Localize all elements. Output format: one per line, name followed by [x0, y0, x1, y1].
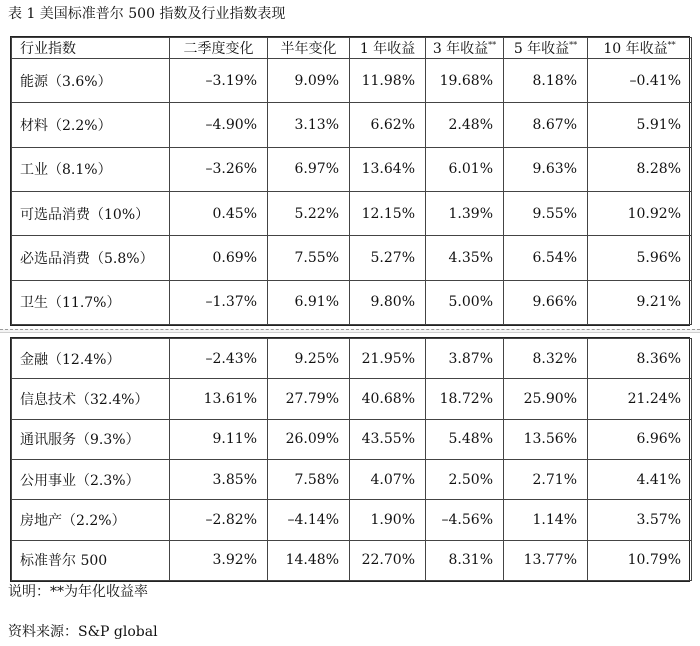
table-row: [12, 103, 692, 147]
1y-return-cell: 43.55%: [350, 419, 426, 459]
table-caption: 表 1 美国标准普尔 500 指数及行业指数表现: [8, 6, 286, 22]
table-row: [12, 540, 692, 580]
header-3y-return: 3 年收益**: [426, 38, 504, 59]
page-break: [0, 329, 700, 333]
sector-name-cell: 通讯服务（9.3%）: [12, 419, 170, 459]
5y-return-cell: 13.77%: [504, 540, 588, 580]
3y-return-cell: –4.56%: [426, 500, 504, 540]
1y-return-cell: 1.90%: [350, 500, 426, 540]
q2-change-cell: –1.37%: [170, 280, 268, 324]
q2-change-cell: 0.45%: [170, 191, 268, 235]
half-year-change-cell: 7.58%: [268, 459, 350, 499]
10y-return-cell: 9.21%: [588, 280, 692, 324]
sector-name-cell: 金融（12.4%）: [12, 339, 170, 379]
half-year-change-cell: –4.14%: [268, 500, 350, 540]
10y-return-cell: 5.96%: [588, 236, 692, 280]
1y-return-cell: 4.07%: [350, 459, 426, 499]
table-row: [12, 339, 692, 379]
3y-return-cell: 2.50%: [426, 459, 504, 499]
table-row: [12, 500, 692, 540]
half-year-change-cell: 6.97%: [268, 147, 350, 191]
table-row: [12, 379, 692, 419]
sector-name-cell: 卫生（11.7%）: [12, 280, 170, 324]
q2-change-cell: 13.61%: [170, 379, 268, 419]
3y-return-cell: 1.39%: [426, 191, 504, 235]
1y-return-cell: 22.70%: [350, 540, 426, 580]
5y-return-cell: 8.18%: [504, 59, 588, 103]
half-year-change-cell: 5.22%: [268, 191, 350, 235]
sector-name-cell: 材料（2.2%）: [12, 103, 170, 147]
10y-return-cell: –0.41%: [588, 59, 692, 103]
table-row: [12, 459, 692, 499]
sector-table-part-2: [10, 337, 690, 582]
5y-return-cell: 9.63%: [504, 147, 588, 191]
header-sector: 行业指数: [12, 38, 170, 59]
half-year-change-cell: 27.79%: [268, 379, 350, 419]
5y-return-cell: 25.90%: [504, 379, 588, 419]
3y-return-cell: 3.87%: [426, 339, 504, 379]
annualized-mark: **: [667, 40, 676, 50]
half-year-change-cell: 9.09%: [268, 59, 350, 103]
10y-return-cell: 8.36%: [588, 339, 692, 379]
1y-return-cell: 6.62%: [350, 103, 426, 147]
half-year-change-cell: 26.09%: [268, 419, 350, 459]
5y-return-cell: 2.71%: [504, 459, 588, 499]
10y-return-cell: 21.24%: [588, 379, 692, 419]
header-half-year-change: 半年变化: [268, 38, 350, 59]
annualized-mark: **: [488, 40, 497, 50]
table-note: 说明：**为年化收益率: [8, 584, 148, 600]
half-year-change-cell: 7.55%: [268, 236, 350, 280]
sector-name-cell: 能源（3.6%）: [12, 59, 170, 103]
header-q2-change: 二季度变化: [170, 38, 268, 59]
3y-return-cell: 2.48%: [426, 103, 504, 147]
table-row: [12, 59, 692, 103]
10y-return-cell: 10.92%: [588, 191, 692, 235]
3y-return-cell: 5.00%: [426, 280, 504, 324]
q2-change-cell: –3.26%: [170, 147, 268, 191]
sector-name-cell: 必选品消费（5.8%）: [12, 236, 170, 280]
3y-return-cell: 8.31%: [426, 540, 504, 580]
table-row: [12, 280, 692, 324]
sector-name-cell: 可选品消费（10%）: [12, 191, 170, 235]
1y-return-cell: 13.64%: [350, 147, 426, 191]
half-year-change-cell: 14.48%: [268, 540, 350, 580]
1y-return-cell: 40.68%: [350, 379, 426, 419]
header-10y-return: 10 年收益**: [588, 38, 692, 59]
3y-return-cell: 4.35%: [426, 236, 504, 280]
5y-return-cell: 9.55%: [504, 191, 588, 235]
5y-return-cell: 8.67%: [504, 103, 588, 147]
table-row: [12, 147, 692, 191]
q2-change-cell: 0.69%: [170, 236, 268, 280]
1y-return-cell: 21.95%: [350, 339, 426, 379]
5y-return-cell: 6.54%: [504, 236, 588, 280]
sector-name-cell: 标准普尔 500: [12, 540, 170, 580]
q2-change-cell: –4.90%: [170, 103, 268, 147]
1y-return-cell: 9.80%: [350, 280, 426, 324]
header-5y-return: 5 年收益**: [504, 38, 588, 59]
1y-return-cell: 12.15%: [350, 191, 426, 235]
q2-change-cell: 3.92%: [170, 540, 268, 580]
3y-return-cell: 18.72%: [426, 379, 504, 419]
table-row: [12, 236, 692, 280]
annualized-mark: **: [569, 40, 578, 50]
table-row: [12, 419, 692, 459]
3y-return-cell: 6.01%: [426, 147, 504, 191]
sector-name-cell: 信息技术（32.4%）: [12, 379, 170, 419]
sector-name-cell: 公用事业（2.3%）: [12, 459, 170, 499]
10y-return-cell: 10.79%: [588, 540, 692, 580]
q2-change-cell: –2.82%: [170, 500, 268, 540]
q2-change-cell: 3.85%: [170, 459, 268, 499]
10y-return-cell: 4.41%: [588, 459, 692, 499]
5y-return-cell: 9.66%: [504, 280, 588, 324]
10y-return-cell: 8.28%: [588, 147, 692, 191]
5y-return-cell: 13.56%: [504, 419, 588, 459]
q2-change-cell: 9.11%: [170, 419, 268, 459]
10y-return-cell: 6.96%: [588, 419, 692, 459]
half-year-change-cell: 6.91%: [268, 280, 350, 324]
q2-change-cell: –3.19%: [170, 59, 268, 103]
10y-return-cell: 3.57%: [588, 500, 692, 540]
data-source: 资料来源：S&P global: [8, 624, 158, 640]
1y-return-cell: 5.27%: [350, 236, 426, 280]
5y-return-cell: 1.14%: [504, 500, 588, 540]
5y-return-cell: 8.32%: [504, 339, 588, 379]
table-header-row: [12, 38, 692, 59]
10y-return-cell: 5.91%: [588, 103, 692, 147]
half-year-change-cell: 3.13%: [268, 103, 350, 147]
sector-table-part-1: [10, 36, 690, 326]
table-row: [12, 191, 692, 235]
1y-return-cell: 11.98%: [350, 59, 426, 103]
3y-return-cell: 19.68%: [426, 59, 504, 103]
3y-return-cell: 5.48%: [426, 419, 504, 459]
sector-name-cell: 工业（8.1%）: [12, 147, 170, 191]
header-1y-return: 1 年收益: [350, 38, 426, 59]
q2-change-cell: –2.43%: [170, 339, 268, 379]
half-year-change-cell: 9.25%: [268, 339, 350, 379]
sector-name-cell: 房地产（2.2%）: [12, 500, 170, 540]
